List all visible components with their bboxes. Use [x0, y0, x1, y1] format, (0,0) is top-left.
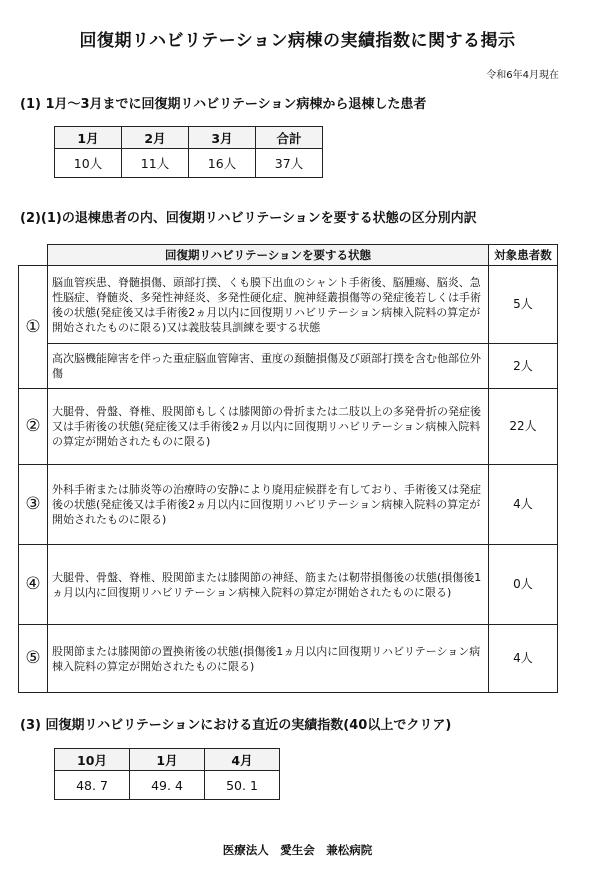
breakdown-table — [18, 244, 558, 693]
category-description: 外科手術または肺炎等の治療時の安静により廃用症候群を有しており、手術後又は発症後の状態(発症後又は手術後2ヵ月以内に回復期リハビリテーション病棟入院料の算定が開始されたものに限る) — [48, 465, 489, 545]
index-header-cell: 1月 — [130, 749, 205, 771]
index-value-cell: 49. 4 — [130, 771, 205, 800]
discharge-value-cell: 11人 — [122, 149, 189, 178]
category-number: ② — [19, 389, 48, 465]
discharge-value-cell: 37人 — [256, 149, 323, 178]
page-title: 回復期リハビリテーション病棟の実績指数に関する掲示 — [79, 31, 516, 51]
index-value-row — [55, 771, 280, 800]
breakdown-row — [19, 344, 558, 389]
category-number: ④ — [19, 545, 48, 625]
discharge-header-cell: 合計 — [256, 127, 323, 149]
category-count: 4人 — [489, 465, 558, 545]
index-header-cell: 4月 — [205, 749, 280, 771]
breakdown-row — [19, 465, 558, 545]
category-number: ① — [19, 266, 48, 389]
discharge-header-cell: 2月 — [122, 127, 189, 149]
section2-heading: (2)(1)の退棟患者の内、回復期リハビリテーションを要する状態の区分別内訳 — [20, 211, 477, 226]
header-count-cell: 対象患者数 — [489, 245, 558, 266]
discharge-value-cell: 16人 — [189, 149, 256, 178]
category-count: 4人 — [489, 625, 558, 693]
discharge-header-cell: 3月 — [189, 127, 256, 149]
index-value-cell: 48. 7 — [55, 771, 130, 800]
index-table — [54, 748, 280, 800]
category-number: ⑤ — [19, 625, 48, 693]
breakdown-header-row — [19, 245, 558, 266]
category-description: 高次脳機能障害を伴った重症脳血管障害、重度の頚髄損傷及び頭部打撲を含む他部位外傷 — [48, 344, 489, 389]
category-description: 脳血管疾患、脊髄損傷、頭部打撲、くも膜下出血のシャント手術後、脳腫瘍、脳炎、急性脳症、脊髄炎、多発性神経炎、多発性硬化症、腕神経叢損傷等の発症後若しくは手術後の状態(発症後又は手術後2ヵ月以内に回復期リハビリテーション病棟入院料の算定が開始されたものに限る)又は義肢装具訓練を要する状態 — [48, 266, 489, 344]
index-header-cell: 10月 — [55, 749, 130, 771]
footer-hospital-name: 医療法人 愛生会 兼松病院 — [222, 843, 373, 857]
category-number: ③ — [19, 465, 48, 545]
header-state-cell: 回復期リハビリテーションを要する状態 — [48, 245, 489, 266]
discharge-value-cell: 10人 — [55, 149, 122, 178]
category-count: 5人 — [489, 266, 558, 344]
header-blank-cell — [19, 245, 48, 266]
section1-heading: (1) 1月～3月までに回復期リハビリテーション病棟から退棟した患者 — [20, 97, 427, 112]
category-description: 大腿骨、骨盤、脊椎、股関節または膝関節の神経、筋または靭帯損傷後の状態(損傷後1ヵ月以内に回復期リハビリテーション病棟入院料の算定が開始されたものに限る) — [48, 545, 489, 625]
category-count: 2人 — [489, 344, 558, 389]
breakdown-row — [19, 389, 558, 465]
breakdown-row — [19, 266, 558, 344]
discharge-value-row — [55, 149, 323, 178]
discharge-header-cell: 1月 — [55, 127, 122, 149]
date-label: 令和6年4月現在 — [486, 70, 559, 81]
category-count: 0人 — [489, 545, 558, 625]
category-count: 22人 — [489, 389, 558, 465]
discharge-table — [54, 126, 323, 178]
breakdown-row — [19, 625, 558, 693]
index-header-row — [55, 749, 280, 771]
section3-heading: (3) 回復期リハビリテーションにおける直近の実績指数(40以上でクリア) — [20, 718, 452, 733]
breakdown-row — [19, 545, 558, 625]
category-description: 股関節または膝関節の置換術後の状態(損傷後1ヵ月以内に回復期リハビリテーション病棟入院料の算定が開始されたものに限る) — [48, 625, 489, 693]
index-value-cell: 50. 1 — [205, 771, 280, 800]
category-description: 大腿骨、骨盤、脊椎、股関節もしくは膝関節の骨折または二肢以上の多発骨折の発症後又は手術後の状態(発症後又は手術後2ヵ月以内に回復期リハビリテーション病棟入院料の算定が開始されたものに限る) — [48, 389, 489, 465]
discharge-header-row — [55, 127, 323, 149]
